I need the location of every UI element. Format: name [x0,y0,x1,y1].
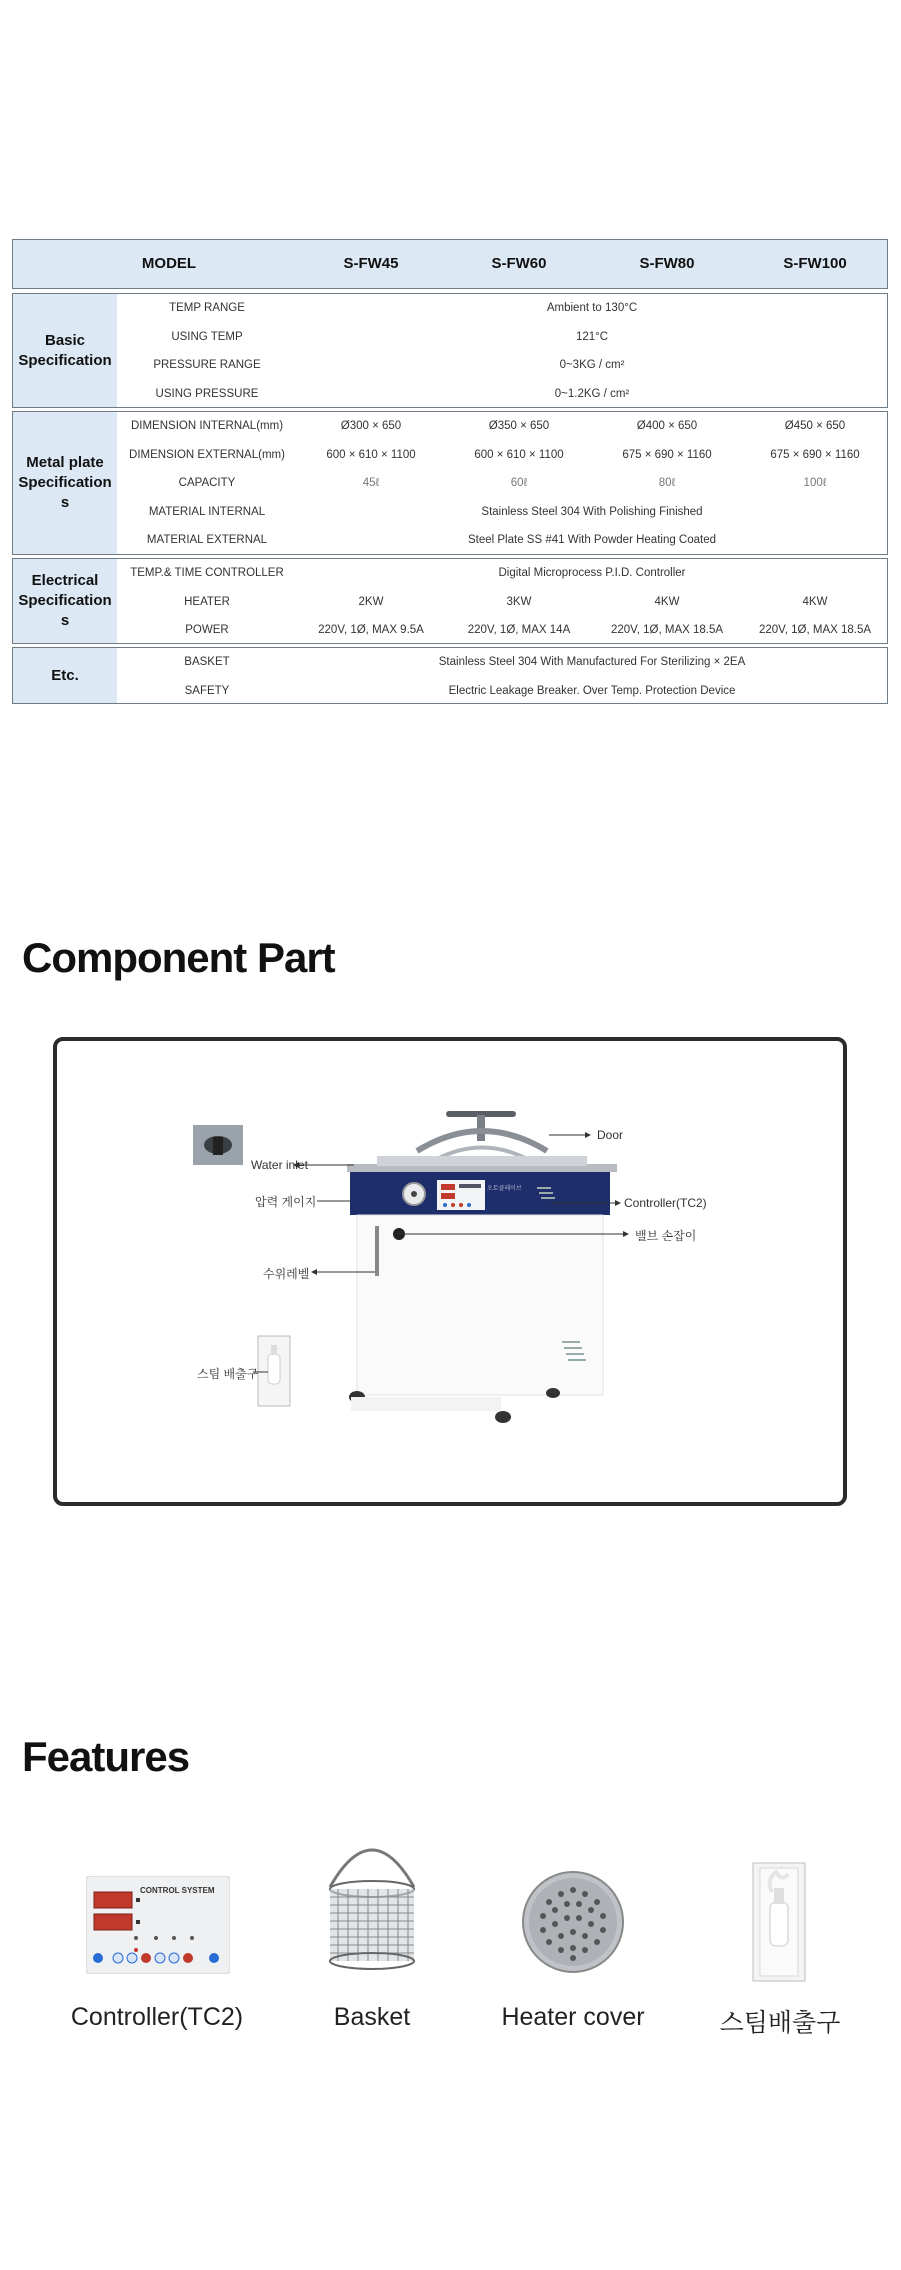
row-value: Digital Microprocess P.I.D. Controller [498,567,686,579]
row-label: USING PRESSURE [155,387,259,400]
row-value: Steel Plate SS #41 With Powder Heating Coated [467,534,717,546]
model-column-label: MODEL [141,255,197,272]
model-s-fw45: S-FW45 [343,255,399,272]
row-value: Ambient to 130°C [546,302,638,314]
model-s-fw100: S-FW100 [783,255,847,272]
spec-table-header [12,239,888,289]
basket-image [324,1833,420,1975]
cell: Ø450 × 650 [784,420,846,432]
row-value: Stainless Steel 304 With Polishing Finished [481,505,703,518]
electrical-spec-label: Electrical Specification s [13,559,117,643]
feature-label-steam-outlet: 스팀배출구 [719,2009,841,2037]
cell: 2KW [358,595,384,608]
steam-outlet-label: 스팀 배출구 [197,1367,259,1381]
caster-foot [546,1388,560,1398]
cell: 45ℓ [362,477,380,489]
pressure-gauge-label: 압력 게이지 [255,1195,317,1209]
feature-label-controller: Controller(TC2) [70,2003,244,2031]
features-title: Features [22,1733,190,1780]
cell: 4KW [802,595,828,608]
water-inlet-label: Water inlet [251,1158,308,1172]
lid-top [377,1156,587,1166]
row-value: 0~1.2KG / cm² [554,387,630,400]
basic-spec-label: Basic Specification [13,294,117,407]
water-inlet-thumbnail [193,1125,243,1165]
door-label: Door [597,1128,624,1142]
table-row [117,351,887,380]
row-label: SAFETY [184,684,230,697]
row-label: USING TEMP [171,330,243,343]
water-level-label: 수위레벨 [263,1267,310,1281]
table-row [117,294,887,323]
cell: 600 × 610 × 1100 [326,448,416,461]
component-diagram-frame [53,1037,847,1506]
cell: Ø350 × 650 [488,420,550,432]
cell: 100ℓ [803,477,827,489]
table-row [117,469,887,498]
table-row [117,677,887,706]
feature-label-basket: Basket [333,2003,411,2031]
controller-label: Controller(TC2) [624,1196,707,1210]
metal-spec-label: Metal plate Specification s [13,412,117,554]
cell: 675 × 690 × 1160 [770,448,860,461]
row-value: 121°C [575,330,609,343]
row-label: MATERIAL INTERNAL [148,505,266,518]
control-system-text: CONTROL SYSTEM [140,1886,215,1895]
row-label: TEMP RANGE [169,302,245,314]
steam-outlet-thumbnail [258,1336,290,1406]
cell: 3KW [506,595,532,608]
caster-foot [495,1411,511,1423]
row-value: 0~3KG / cm² [559,359,625,371]
water-level-gauge [375,1226,379,1276]
cell: 4KW [654,595,680,608]
table-row [117,588,887,617]
table-row [117,323,887,352]
autoclave-illustration [57,1041,843,1502]
row-label: CAPACITY [178,477,236,489]
row-label: BASKET [184,656,230,668]
table-row [117,559,887,588]
heater-cover-image [521,1870,625,1974]
row-label: POWER [185,624,229,636]
component-part-title: Component Part [22,934,335,981]
row-label: HEATER [184,595,230,608]
autoclave-body [357,1215,603,1395]
table-row [117,526,887,555]
control-panel-band [350,1172,610,1215]
electrical-spec-group [12,558,888,644]
steam-outlet-image [752,1862,806,1982]
row-label: PRESSURE RANGE [153,359,261,371]
feature-label-heater-cover: Heater cover [501,2003,645,2031]
cell: 220V, 1Ø, MAX 9.5A [318,624,424,636]
table-row [117,441,887,470]
cell: 60ℓ [510,477,528,489]
cell: 600 × 610 × 1100 [474,448,564,461]
cell: 220V, 1Ø, MAX 14A [467,624,571,636]
panel-brand-text: 오토클레이브 [487,1186,522,1192]
etc-spec-group [12,647,888,704]
model-s-fw60: S-FW60 [491,255,547,272]
cell: 220V, 1Ø, MAX 18.5A [610,624,724,636]
table-row [117,648,887,677]
metal-spec-group [12,411,888,555]
row-label: TEMP.& TIME CONTROLLER [130,567,284,579]
cell: Ø400 × 650 [636,420,698,432]
cell: Ø300 × 650 [340,420,402,432]
table-row [117,616,887,645]
controller-image [86,1876,230,1974]
table-row [117,380,887,409]
base-shadow [351,1397,501,1411]
etc-spec-label: Etc. [13,648,117,703]
row-value: Stainless Steel 304 With Manufactured For Sterilizing × 2EA [438,656,746,668]
table-row [117,412,887,441]
row-label: MATERIAL EXTERNAL [146,534,268,546]
table-row [117,498,887,527]
row-label: DIMENSION INTERNAL(mm) [130,420,284,432]
row-label: DIMENSION EXTERNAL(mm) [129,448,285,461]
model-s-fw80: S-FW80 [639,255,695,272]
valve-handle-label: 밸브 손잡이 [635,1229,697,1243]
cell: 675 × 690 × 1160 [622,448,712,461]
cell: 80ℓ [658,477,676,489]
row-value: Electric Leakage Breaker. Over Temp. Protection Device [448,684,736,697]
basic-spec-group [12,293,888,408]
cell: 220V, 1Ø, MAX 18.5A [758,624,872,636]
handwheel-icon [417,1111,547,1159]
